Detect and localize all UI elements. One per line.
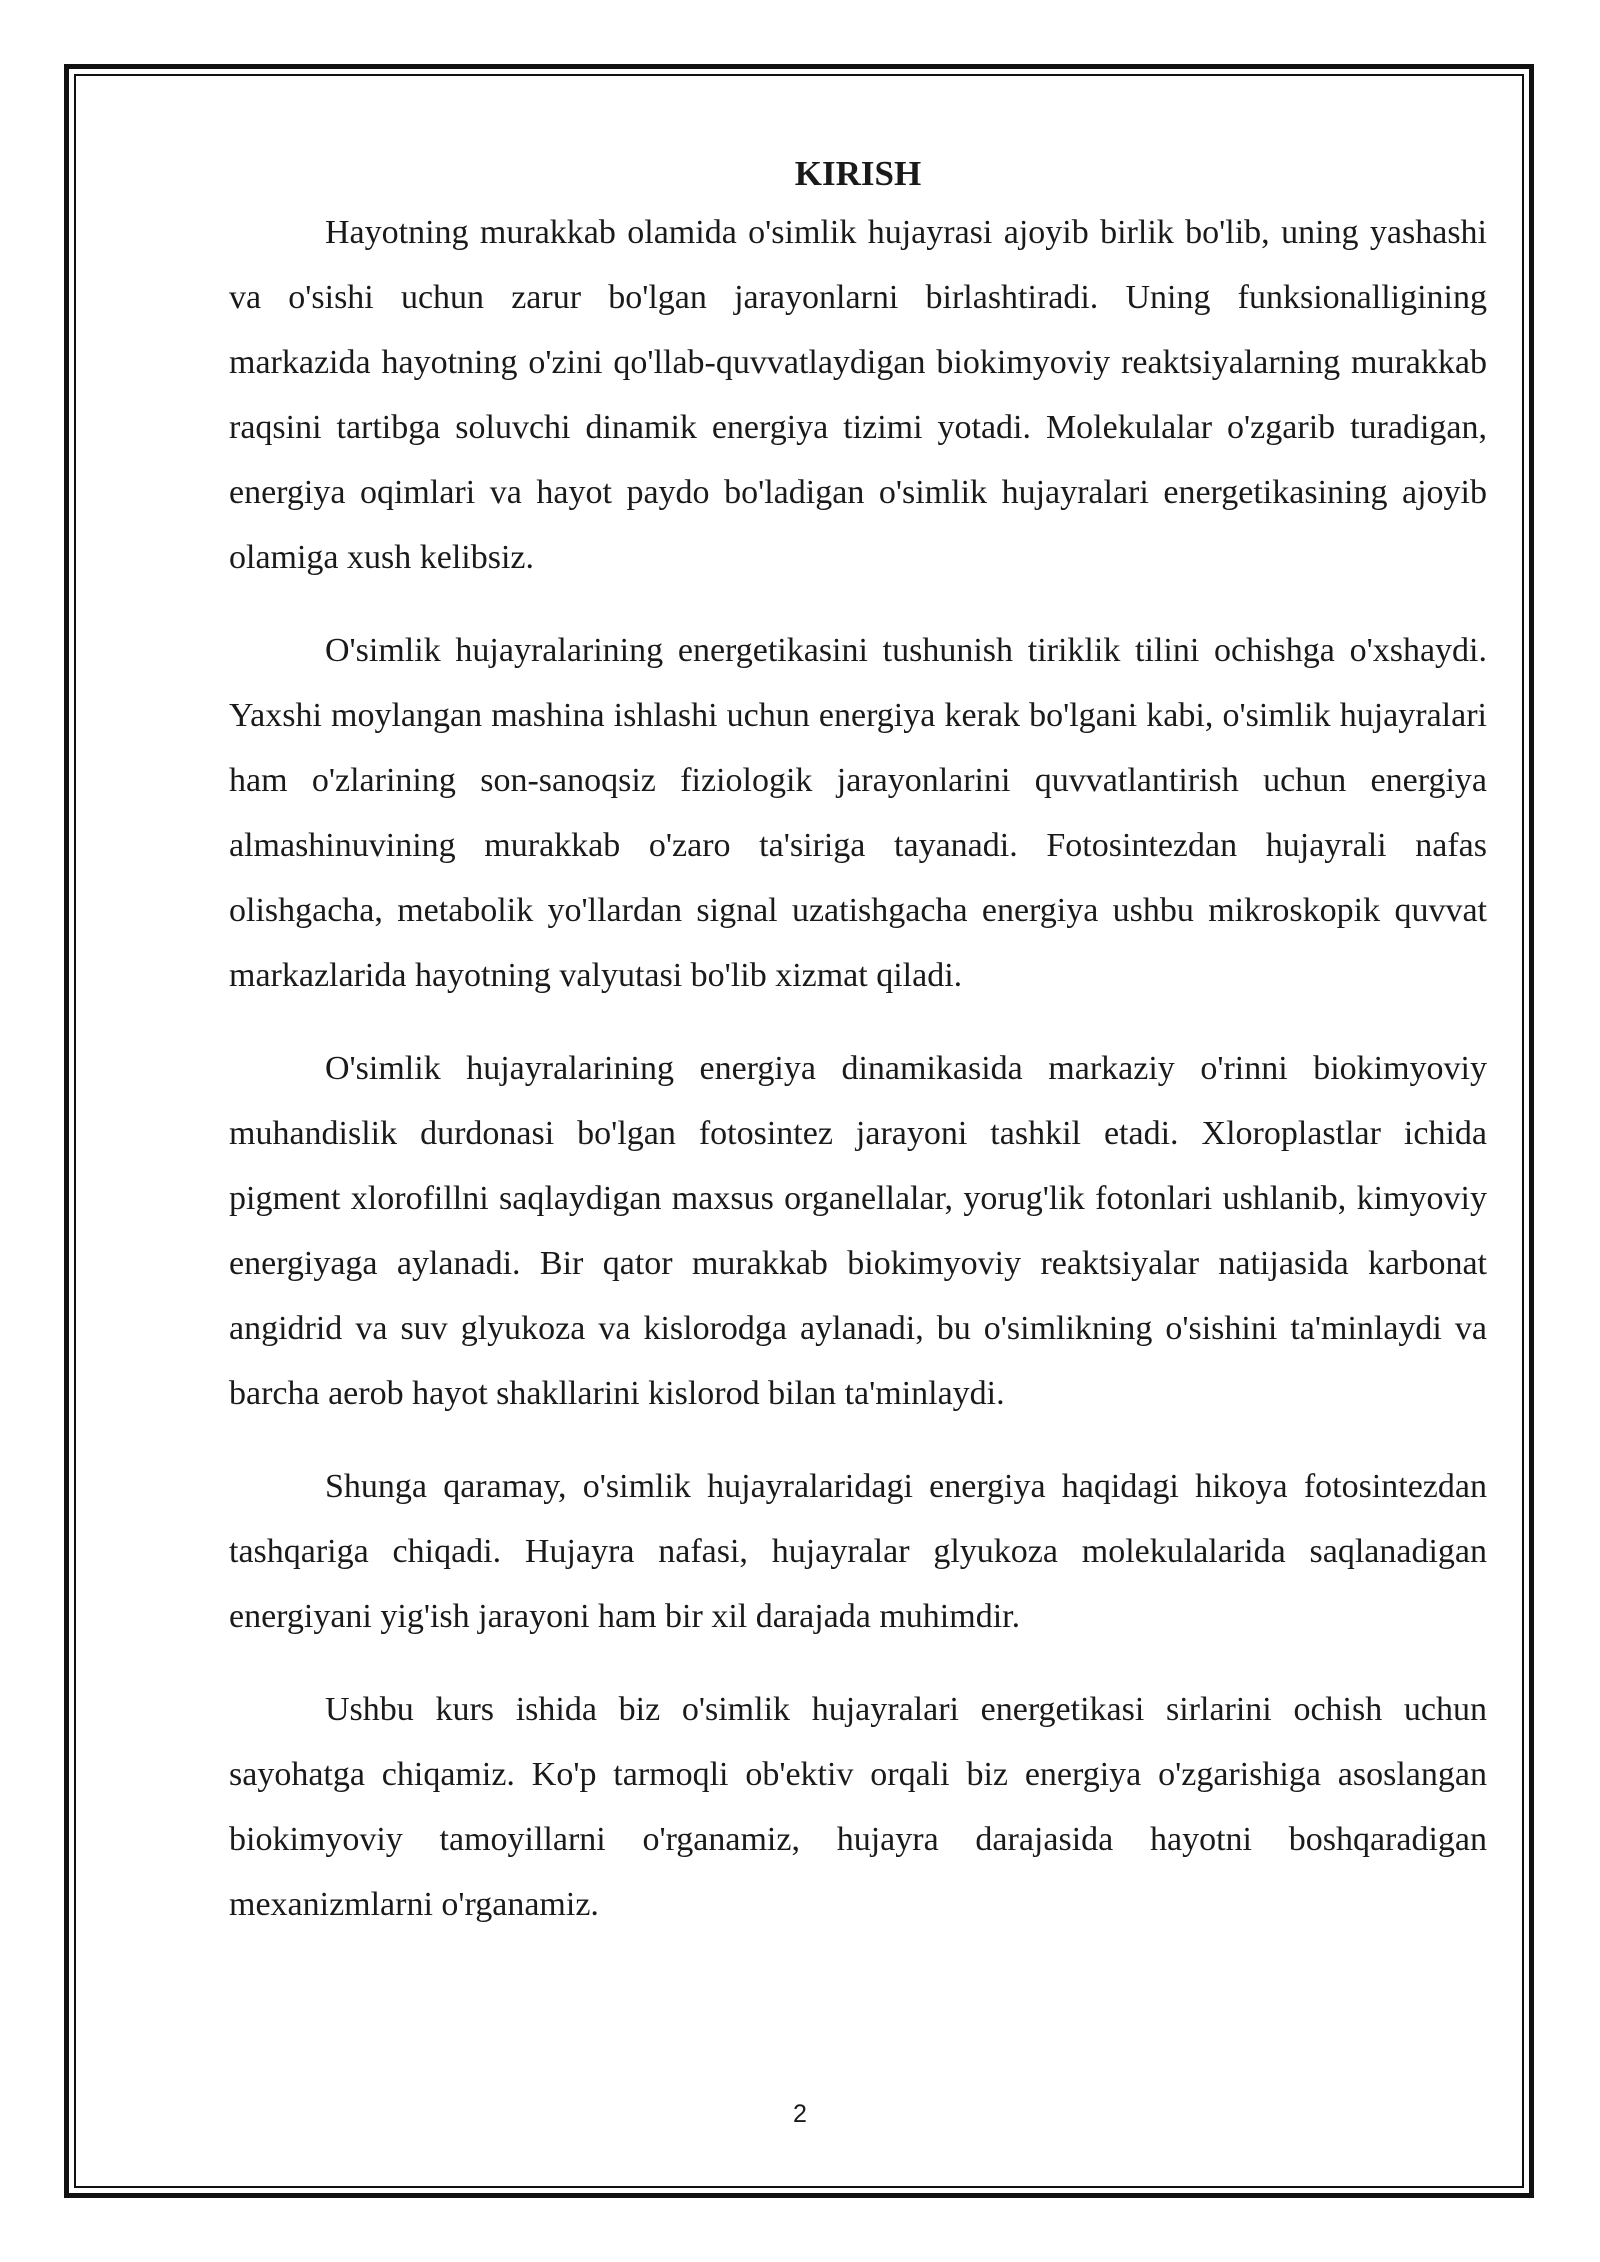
page-number: 2 bbox=[793, 2100, 807, 2128]
paragraph-2: O'simlik hujayralarining energetikasini tushunish tiriklik tilini ochishga o'xshaydi. Yaxshi moylangan mashina ishlashi uchun energiya kerak bo'lgani kabi, o'simlik hujayralari ham o'zlarining son-sanoqsiz fiziologik jarayonlarini quvvatlantirish uchun energiya almashinuvining murakkab o'zaro ta'siriga tayanadi. Fotosintezdan hujayrali nafas olishgacha, metabolik yo'llardan signal uzatishgacha energiya ushbu mikroskopik quvvat markazlarida hayotning valyutasi bo'lib xizmat qiladi. bbox=[229, 632, 1487, 994]
section-heading: KIRISH bbox=[794, 154, 922, 193]
paragraph-3: O'simlik hujayralarining energiya dinamikasida markaziy o'rinni biokimyoviy muhandislik durdonasi bo'lgan fotosintez jarayoni tashkil etadi. Xloroplastlar ichida pigment xlorofillni saqlaydigan maxsus organellalar, yorug'lik fotonlari ushlanib, kimyoviy energiyaga aylanadi. Bir qator murakkab biokimyoviy reaktsiyalar natijasida karbonat angidrid va suv glyukoza va kislorodga aylanadi, bu o'simlikning o'sishini ta'minlaydi va barcha aerob hayot shakllarini kislorod bilan ta'minlaydi. bbox=[229, 1050, 1487, 1412]
paragraph-1: Hayotning murakkab olamida o'simlik hujayrasi ajoyib birlik bo'lib, uning yashashi va o'sishi uchun zarur bo'lgan jarayonlarni birlashtiradi. Uning funksionalligining markazida hayotning o'zini qo'llab-quvvatlaydigan biokimyoviy reaktsiyalarning murakkab raqsini tartibga soluvchi dinamik energiya tizimi yotadi. Molekulalar o'zgarib turadigan, energiya oqimlari va hayot paydo bo'ladigan o'simlik hujayralari energetikasining ajoyib olamiga xush kelibsiz. bbox=[229, 214, 1487, 576]
page-content bbox=[229, 148, 1487, 1965]
paragraph-5: Ushbu kurs ishida biz o'simlik hujayralari energetikasi sirlarini ochish uchun sayohatga chiqamiz. Ko'p tarmoqli ob'ektiv orqali biz energiya o'zgarishiga asoslangan biokimyoviy tamoyillarni o'rganamiz, hujayra darajasida hayotni boshqaradigan mexanizmlarni o'rganamiz. bbox=[229, 1691, 1487, 1923]
paragraph-4: Shunga qaramay, o'simlik hujayralaridagi energiya haqidagi hikoya fotosintezdan tashqariga chiqadi. Hujayra nafasi, hujayralar glyukoza molekulalarida saqlanadigan energiyani yig'ish jarayoni ham bir xil darajada muhimdir. bbox=[229, 1468, 1487, 1635]
